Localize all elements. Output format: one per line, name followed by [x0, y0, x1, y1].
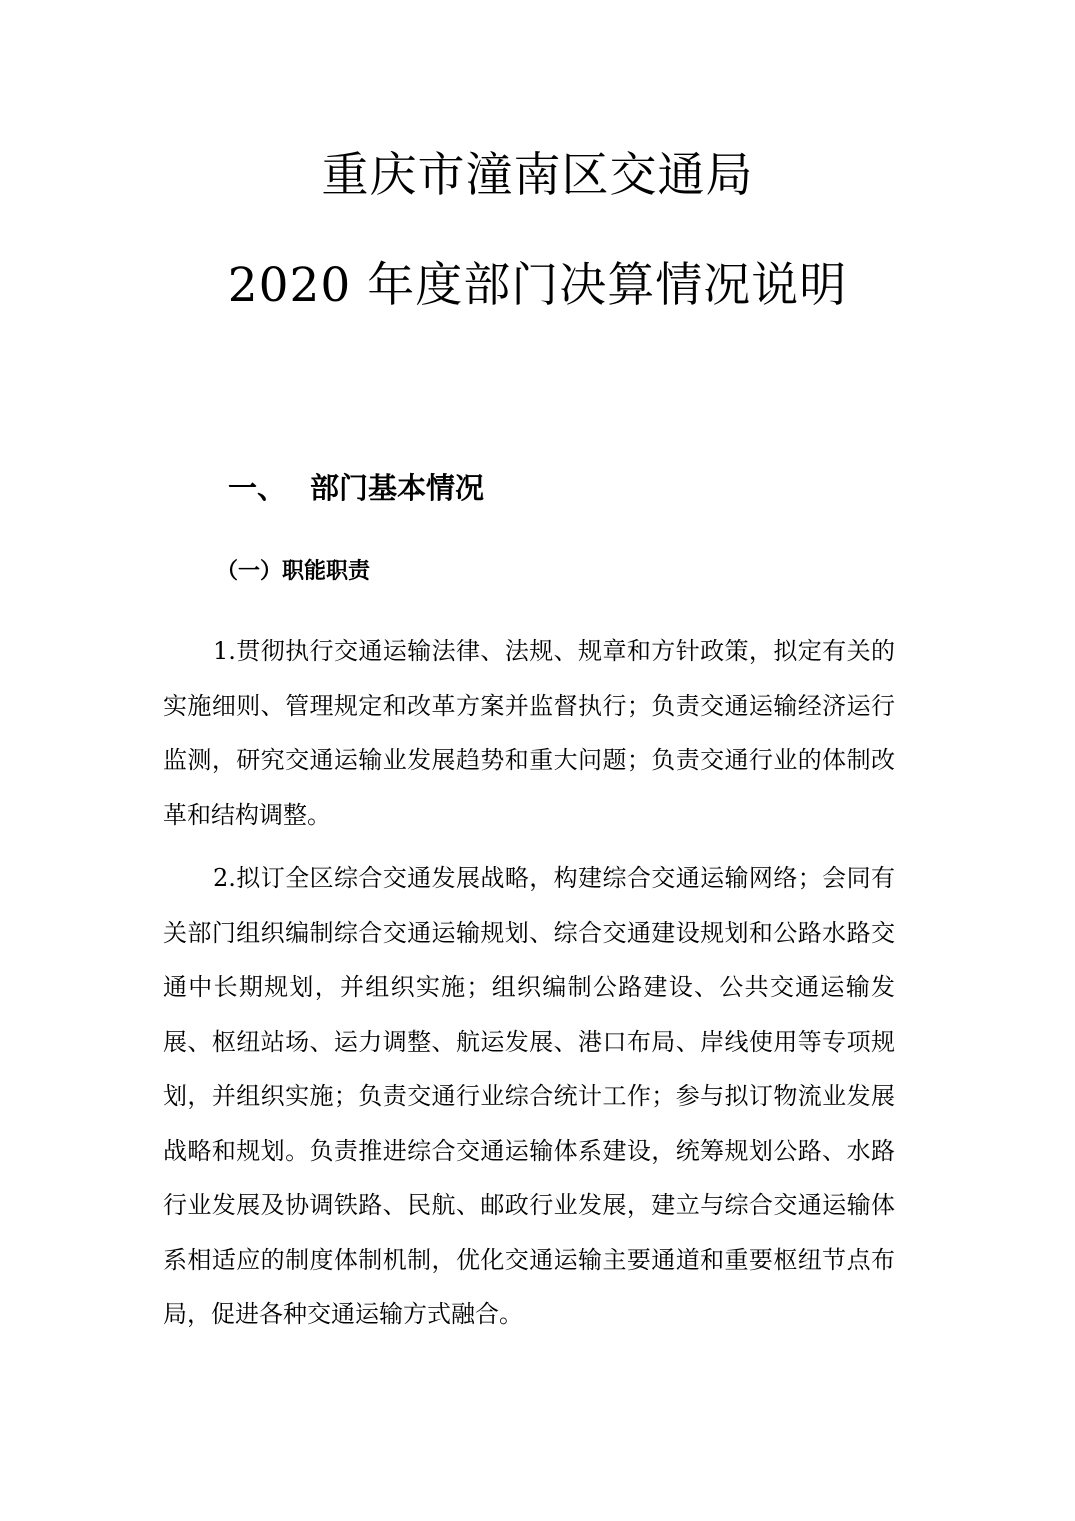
subsection-heading: （一）职能职责	[216, 559, 371, 584]
document-title-line-2: 2020 年度部门决算情况说明	[227, 258, 848, 313]
section-title: 部门基本情况	[310, 471, 485, 505]
paragraph-1: 1.贯彻执行交通运输法律、法规、规章和方针政策，拟定有关的实施细则、管理规定和改革方案并监督执行；负责交通运输经济运行监测，研究交通运输业发展趋势和重大问题；负责交通行业的体制改革和结构调整。	[163, 637, 895, 829]
document-title-line-1: 重庆市潼南区交通局	[321, 148, 754, 203]
section-number: 一、	[228, 471, 287, 505]
section-heading	[228, 468, 484, 508]
paragraph-2: 2.拟订全区综合交通发展战略，构建综合交通运输网络；会同有关部门组织编制综合交通运输规划、综合交通建设规划和公路水路交通中长期规划，并组织实施；组织编制公路建设、公共交通运输发展、枢纽站场、运力调整、航运发展、港口布局、岸线使用等专项规划，并组织实施；负责交通行业综合统计工作；参与拟订物流业发展战略和规划。负责推进综合交通运输体系建设，统筹规划公路、水路行业发展及协调铁路、民航、邮政行业发展，建立与综合交通运输体系相适应的制度体制机制，优化交通运输主要通道和重要枢纽节点布局，促进各种交通运输方式融合。	[163, 864, 895, 1328]
